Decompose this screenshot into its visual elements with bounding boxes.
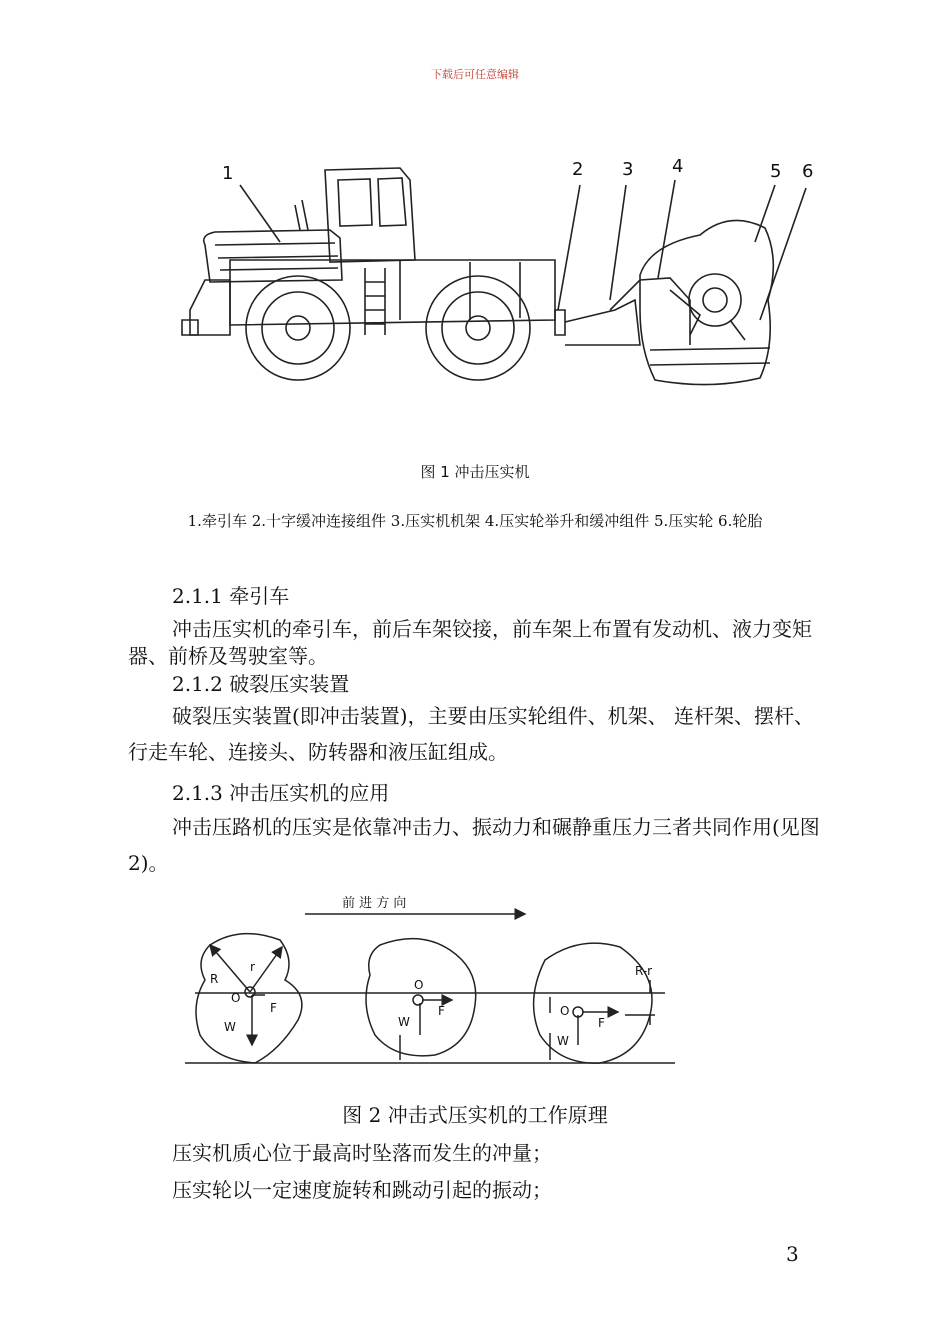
- figure-1-legend: 1.牵引车 2.十字缓冲连接组件 3.压实机机架 4.压实轮举升和缓冲组件 5.压实轮 6.轮胎: [187, 512, 763, 530]
- section-body-2-1-3: 冲击压路机的压实是依靠冲击力、振动力和碾静重压力三者共同作用(见图 2)。: [128, 815, 820, 875]
- principle-line-1: 压实机质心位于最高时坠落而发生的冲量；: [172, 1141, 552, 1165]
- figure-1-callout-4: 4: [672, 156, 684, 177]
- figure-1-callout-1: 1: [222, 163, 234, 184]
- figure-2-label-W-2: W: [398, 1015, 410, 1029]
- figure-2-label-O-3: O: [560, 1004, 570, 1018]
- figure-2-label-F-2: F: [438, 1004, 445, 1018]
- figure-2-label-Rr: R-r: [635, 964, 653, 978]
- figure-1-caption: 图 1 冲击压实机: [420, 463, 530, 481]
- header-note: 下载后可任意编辑: [431, 68, 519, 81]
- figure-1-callout-5: 5: [770, 161, 782, 182]
- figure-2-label-F-3: F: [598, 1016, 605, 1030]
- figure-1-callout-3: 3: [622, 159, 634, 180]
- figure-2-label-W-3: W: [557, 1034, 569, 1048]
- figure-2-direction-label: 前 进 方 向: [342, 896, 407, 911]
- figure-2-label-O-2: O: [414, 978, 424, 992]
- figure-2-principle-diagram: [180, 885, 680, 1075]
- page-number: 3: [786, 1242, 799, 1266]
- figure-2-label-O-1: O: [231, 991, 241, 1005]
- section-body-2-1-2: 破裂压实装置(即冲击装置)，主要由压实轮组件、机架、 连杆架、摆杆、行走车轮、连接头、防转器和液压缸组成。: [128, 704, 814, 764]
- figure-1-compactor-drawing: [170, 150, 830, 395]
- section-heading-2-1-1: 2.1.1 牵引车: [172, 584, 290, 608]
- figure-2-caption: 图 2 冲击式压实机的工作原理: [342, 1103, 608, 1127]
- figure-1-callout-6: 6: [802, 161, 814, 182]
- section-heading-2-1-2: 2.1.2 破裂压实装置: [172, 672, 350, 696]
- section-body-2-1-1: 冲击压实机的牵引车，前后车架铰接，前车架上布置有发动机、液力变矩器、前桥及驾驶室等。: [128, 617, 812, 668]
- figure-2-label-R: R: [210, 972, 219, 986]
- section-heading-2-1-3: 2.1.3 冲击压实机的应用: [172, 781, 390, 805]
- figure-2-label-W-1: W: [224, 1020, 236, 1034]
- figure-2-label-F-1: F: [270, 1001, 277, 1015]
- figure-2-label-r: r: [250, 960, 255, 974]
- figure-1-callout-2: 2: [572, 159, 584, 180]
- principle-line-2: 压实轮以一定速度旋转和跳动引起的振动；: [172, 1178, 552, 1202]
